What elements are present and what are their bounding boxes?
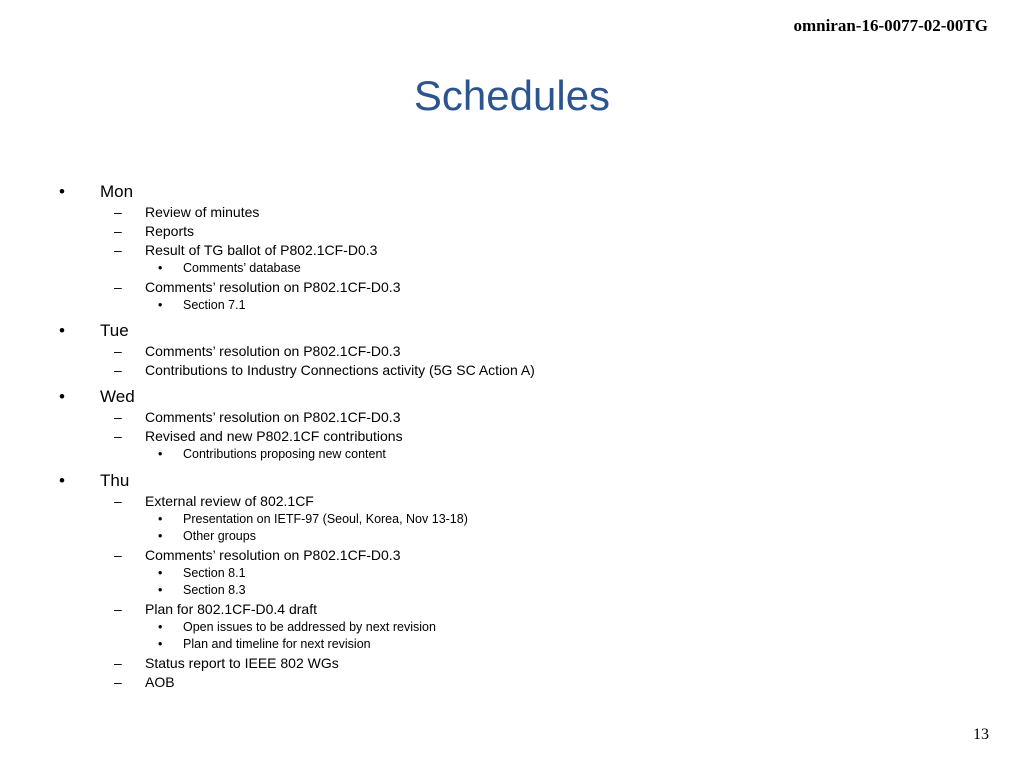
item-text: AOB	[145, 673, 175, 690]
dash-marker: –	[114, 223, 122, 239]
dash-marker: –	[114, 278, 122, 295]
dash-marker: –	[114, 654, 122, 671]
item-text: Review of minutes	[145, 204, 260, 220]
dash-marker: –	[114, 428, 122, 444]
dash-marker: –	[114, 600, 122, 617]
item-text: Plan and timeline for next revision	[183, 637, 371, 651]
agenda-subitem	[0, 511, 1024, 529]
item-text: Mon	[100, 182, 134, 201]
agenda-subitem	[0, 619, 1024, 637]
bullet-marker: •	[158, 619, 163, 634]
item-text: Reports	[145, 223, 195, 239]
item-text: Comments’ resolution on P802.1CF-D0.3	[145, 343, 401, 359]
agenda-subitem	[0, 636, 1024, 654]
item-text: Other groups	[183, 529, 256, 543]
item-text: Result of TG ballot of P802.1CF-D0.3	[145, 242, 378, 258]
bullet-marker: •	[158, 529, 163, 543]
page-number: 13	[973, 726, 989, 743]
bullet-marker: •	[59, 321, 65, 340]
schedule-outline	[0, 181, 1024, 692]
bullet-marker: •	[59, 387, 65, 406]
bullet-marker: •	[158, 565, 163, 580]
item-text: Wed	[100, 387, 135, 406]
dash-marker: –	[114, 409, 122, 425]
agenda-item	[0, 342, 1024, 361]
item-text: Comments’ resolution on P802.1CF-D0.3	[145, 409, 401, 425]
item-text: Thu	[100, 470, 130, 490]
item-text: Section 8.1	[183, 565, 246, 580]
agenda-item	[0, 278, 1024, 297]
agenda-item	[0, 600, 1024, 619]
bullet-marker: •	[59, 470, 65, 490]
day-heading	[0, 386, 1024, 408]
item-text: Tue	[100, 321, 129, 340]
bullet-marker: •	[158, 637, 163, 651]
item-text: External review of 802.1CF	[145, 492, 314, 509]
item-text: Contributions proposing new content	[183, 447, 386, 461]
agenda-subitem	[0, 297, 1024, 315]
agenda-item	[0, 241, 1024, 260]
bullet-marker: •	[158, 261, 163, 275]
document-id: omniran-16-0077-02-00TG	[793, 16, 988, 35]
day-heading	[0, 320, 1024, 342]
bullet-marker: •	[158, 583, 163, 597]
dash-marker: –	[114, 673, 122, 690]
item-text: Open issues to be addressed by next revision	[183, 619, 436, 634]
dash-marker: –	[114, 362, 122, 378]
agenda-item	[0, 361, 1024, 380]
item-text: Section 7.1	[183, 297, 246, 312]
agenda-item	[0, 546, 1024, 565]
item-text: Comments’ resolution on P802.1CF-D0.3	[145, 278, 401, 295]
agenda-item	[0, 673, 1024, 692]
day-heading	[0, 470, 1024, 492]
dash-marker: –	[114, 204, 122, 220]
agenda-item	[0, 203, 1024, 222]
dash-marker: –	[114, 242, 122, 258]
agenda-subitem	[0, 260, 1024, 278]
agenda-subitem	[0, 582, 1024, 600]
item-text: Contributions to Industry Connections activity (5G SC Action A)	[145, 362, 535, 378]
bullet-marker: •	[158, 447, 163, 461]
dash-marker: –	[114, 492, 122, 509]
bullet-marker: •	[59, 182, 65, 201]
item-text: Section 8.3	[183, 583, 246, 597]
item-text: Comments’ database	[183, 261, 301, 275]
agenda-subitem	[0, 446, 1024, 464]
item-text: Comments’ resolution on P802.1CF-D0.3	[145, 546, 401, 563]
bullet-marker: •	[158, 511, 163, 526]
bullet-marker: •	[158, 297, 163, 312]
item-text: Presentation on IETF-97 (Seoul, Korea, Nov 13-18)	[183, 511, 468, 526]
agenda-item	[0, 427, 1024, 446]
item-text: Status report to IEEE 802 WGs	[145, 654, 339, 671]
agenda-subitem	[0, 565, 1024, 583]
agenda-subitem	[0, 528, 1024, 546]
agenda-item	[0, 654, 1024, 673]
item-text: Plan for 802.1CF-D0.4 draft	[145, 600, 317, 617]
slide-title: Schedules	[413, 72, 611, 119]
item-text: Revised and new P802.1CF contributions	[145, 428, 403, 444]
dash-marker: –	[114, 343, 122, 359]
agenda-item	[0, 408, 1024, 427]
agenda-item	[0, 222, 1024, 241]
dash-marker: –	[114, 546, 122, 563]
day-heading	[0, 181, 1024, 203]
agenda-item	[0, 492, 1024, 511]
